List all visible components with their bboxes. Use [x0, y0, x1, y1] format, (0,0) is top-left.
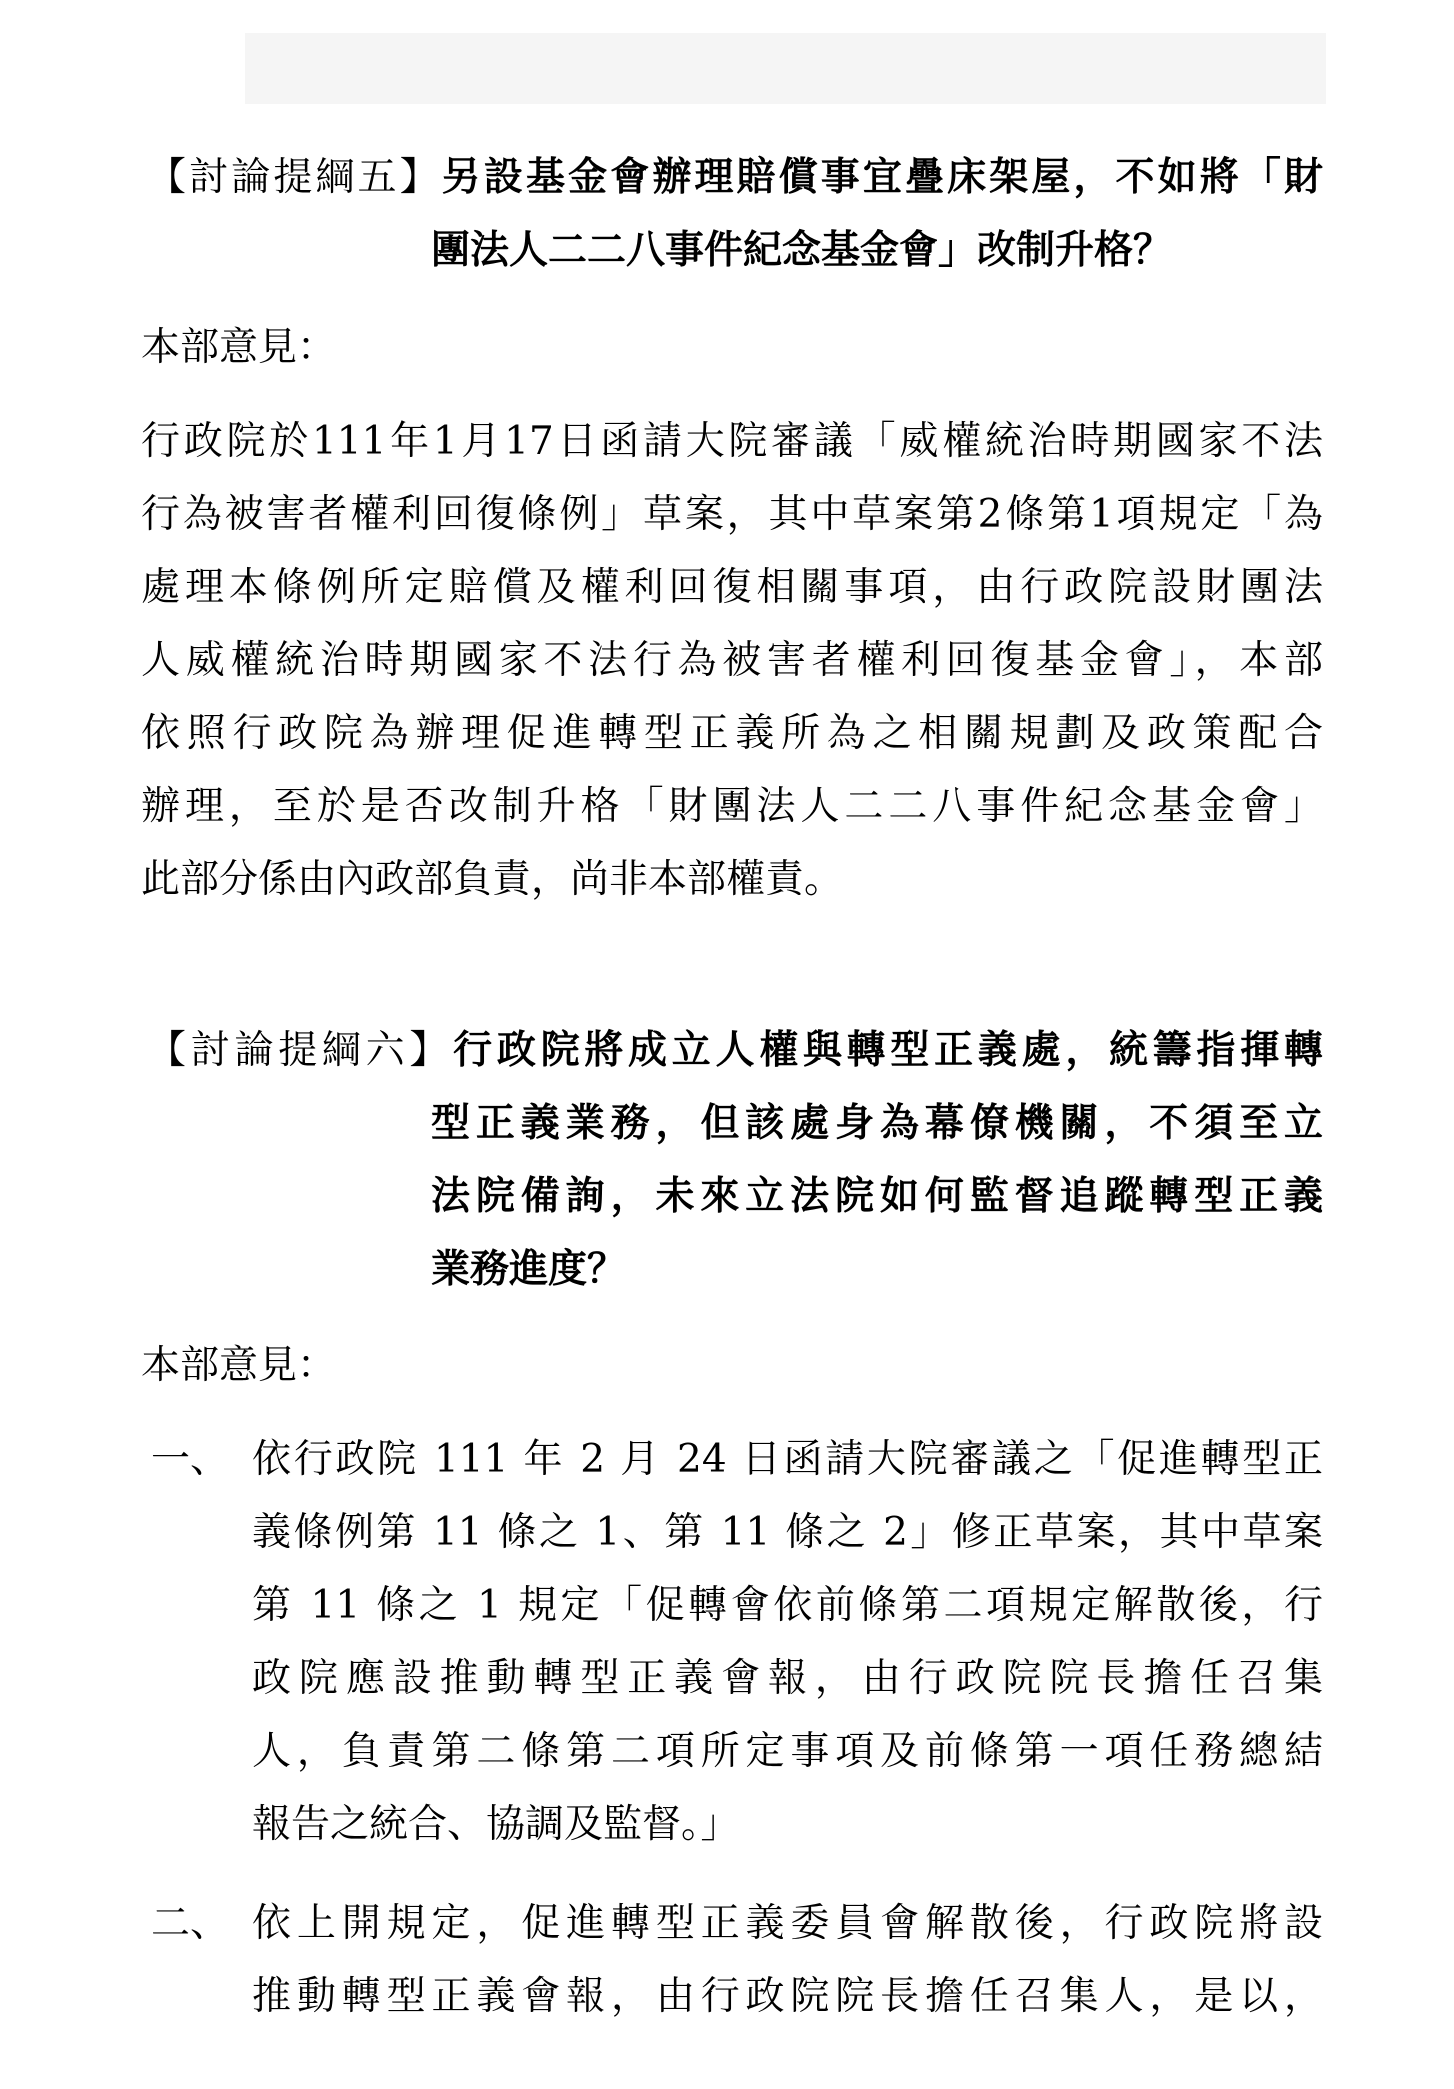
- item-line: 推動轉型正義會報，由行政院院長擔任召集人，是以，: [252, 1974, 1323, 2019]
- heading-line: 法院備詢，未來立法院如何監督追蹤轉型正義: [431, 1173, 1323, 1219]
- discussion-outline-6-heading: [147, 1014, 1323, 1306]
- paragraph-line: 行為被害者權利回復條例」草案，其中草案第2條第1項規定「為: [141, 492, 1323, 537]
- item-line: 義條例第 11 條之 1、第 11 條之 2」修正草案，其中草案: [252, 1510, 1323, 1555]
- item-line: 第 11 條之 1 規定「促轉會依前條第二項規定解散後，行: [252, 1583, 1323, 1628]
- paragraph-line: 處理本條例所定賠償及權利回復相關事項，由行政院設財團法: [141, 565, 1323, 610]
- discussion-outline-5-heading: [147, 141, 1323, 287]
- heading-line: [147, 1014, 1323, 1087]
- item-line: 人，負責第二條第二項所定事項及前條第一項任務總結: [252, 1729, 1323, 1774]
- heading-line: 團法人二二八事件紀念基金會」改制升格？: [431, 227, 1173, 273]
- item-line: 政院應設推動轉型正義會報，由行政院院長擔任召集: [252, 1656, 1323, 1701]
- list-item-marker: 二、: [151, 1901, 230, 1946]
- list-item-1: [252, 1423, 1323, 1861]
- opinion-label: 本部意見：: [141, 325, 337, 370]
- paragraph-line: 行政院於111年1月17日函請大院審議「威權統治時期國家不法: [141, 419, 1323, 464]
- heading-line: 型正義業務，但該處身為幕僚機關，不須至立: [431, 1100, 1323, 1146]
- opinion-paragraph: [141, 405, 1323, 916]
- list-item-marker: 一、: [151, 1437, 230, 1482]
- heading-label: 【討論提綱五】: [147, 155, 442, 200]
- heading-line: [147, 141, 1323, 214]
- heading-line: 業務進度？: [431, 1246, 627, 1292]
- header-band: [245, 33, 1326, 104]
- heading-text: 另設基金會辦理賠償事宜疊床架屋，不如將「財: [441, 154, 1323, 200]
- heading-label: 【討論提綱六】: [147, 1028, 454, 1073]
- paragraph-line: 依照行政院為辦理促進轉型正義所為之相關規劃及政策配合: [141, 711, 1323, 756]
- item-line: 依上開規定，促進轉型正義委員會解散後，行政院將設: [252, 1901, 1323, 1946]
- item-line: 依行政院 111 年 2 月 24 日函請大院審議之「促進轉型正: [252, 1437, 1323, 1482]
- paragraph-line: 辦理，至於是否改制升格「財團法人二二八事件紀念基金會」: [141, 784, 1323, 829]
- paragraph-line: 人威權統治時期國家不法行為被害者權利回復基金會」，本部: [141, 638, 1323, 683]
- heading-text: 行政院將成立人權與轉型正義處，統籌指揮轉: [453, 1027, 1323, 1073]
- list-item-2: [252, 1887, 1323, 2033]
- opinion-label: 本部意見：: [141, 1343, 337, 1388]
- paragraph-line: 此部分係由內政部負責，尚非本部權責。: [141, 857, 844, 902]
- item-line: 報告之統合、協調及監督。」: [252, 1802, 740, 1847]
